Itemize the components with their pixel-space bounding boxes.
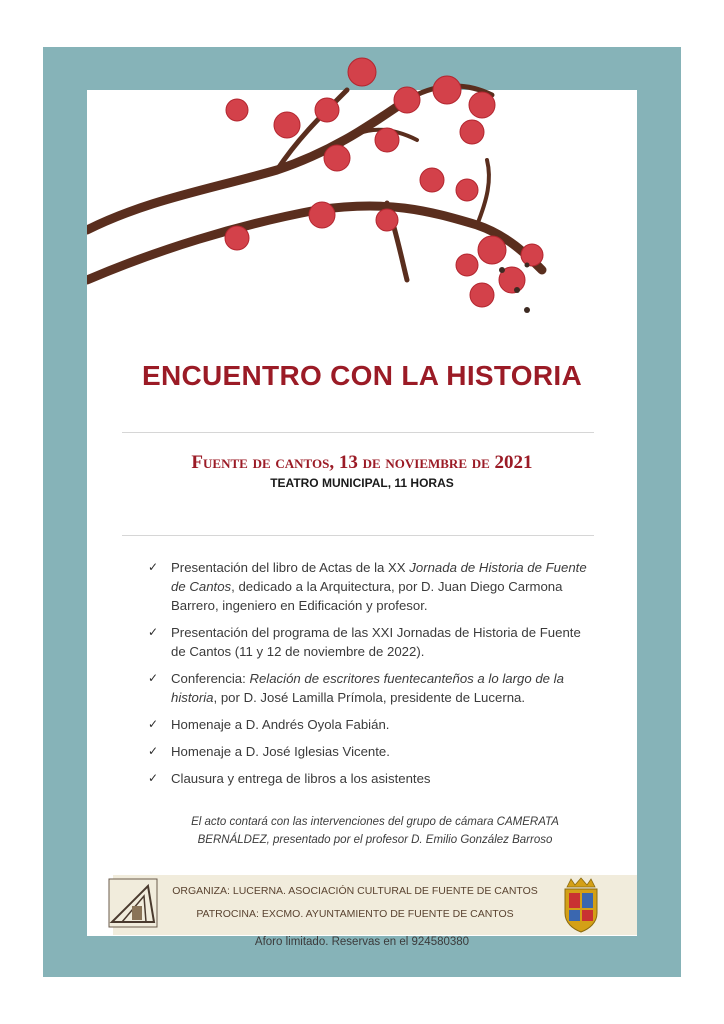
program-item <box>148 769 598 788</box>
program-item-text: , dedicado a la Arquitectura, por D. Juan Diego Carmona Barrero, ingeniero en Edificación y profesor. <box>171 579 563 613</box>
sponsor-bar <box>113 875 637 935</box>
event-venue: TEATRO MUNICIPAL, 11 HORAS <box>270 476 454 490</box>
town-coat-of-arms <box>561 877 601 933</box>
organizer-credit: ORGANIZA: LUCERNA. ASOCIACIÓN CULTURAL DE FUENTE DE CANTOS <box>172 885 538 897</box>
program-item-title: Jornada de Historia de Fuente de Cantos <box>171 560 587 594</box>
program-item <box>148 715 598 734</box>
lucerna-logo <box>108 878 158 928</box>
poster-title: ENCUENTRO CON LA HISTORIA <box>142 360 582 391</box>
program-item <box>148 669 598 707</box>
program-item-text: Presentación del libro de Actas de la XX <box>171 560 410 575</box>
program-item <box>148 742 598 761</box>
performance-note-line-2: BERNÁLDEZ, presentado por el profesor D. Emilio González Barroso <box>197 834 553 846</box>
program-item <box>148 623 598 661</box>
checkmark-icon: ✓ <box>148 625 159 639</box>
program-item-text: , por D. José Lamilla Prímola, presidente de Lucerna. <box>213 690 526 705</box>
reservation-note: Aforo limitado. Reservas en el 924580380 <box>254 936 470 948</box>
program-item-title: Relación de escritores fuentecanteños a lo largo de la historia <box>171 671 564 705</box>
checkmark-icon: ✓ <box>148 560 159 574</box>
program-list <box>148 558 598 796</box>
checkmark-icon: ✓ <box>148 671 159 685</box>
divider-bottom <box>122 535 594 536</box>
program-item-text: Homenaje a D. José Iglesias Vicente. <box>171 744 390 759</box>
divider-top <box>122 432 594 433</box>
event-date: Fuente de cantos, 13 de noviembre de 2021 <box>191 452 533 473</box>
sponsor-credit: PATROCINA: EXCMO. AYUNTAMIENTO DE FUENTE DE CANTOS <box>196 908 514 920</box>
program-item <box>148 558 598 615</box>
performance-note-line-1: El acto contará con las intervenciones del grupo de cámara CAMERATA <box>191 816 559 828</box>
program-item-text: Clausura y entrega de libros a los asistentes <box>171 771 431 786</box>
performance-note <box>175 813 575 849</box>
program-item-text: Presentación del programa de las XXI Jornadas de Historia de Fuente de Cantos (11 y 12 de noviembre de 2022). <box>171 625 581 659</box>
checkmark-icon: ✓ <box>148 771 159 785</box>
checkmark-icon: ✓ <box>148 744 159 758</box>
blossom-branch-illustration <box>87 50 557 335</box>
program-item-text: Homenaje a D. Andrés Oyola Fabián. <box>171 717 390 732</box>
checkmark-icon: ✓ <box>148 717 159 731</box>
program-item-text: Conferencia: <box>171 671 250 686</box>
